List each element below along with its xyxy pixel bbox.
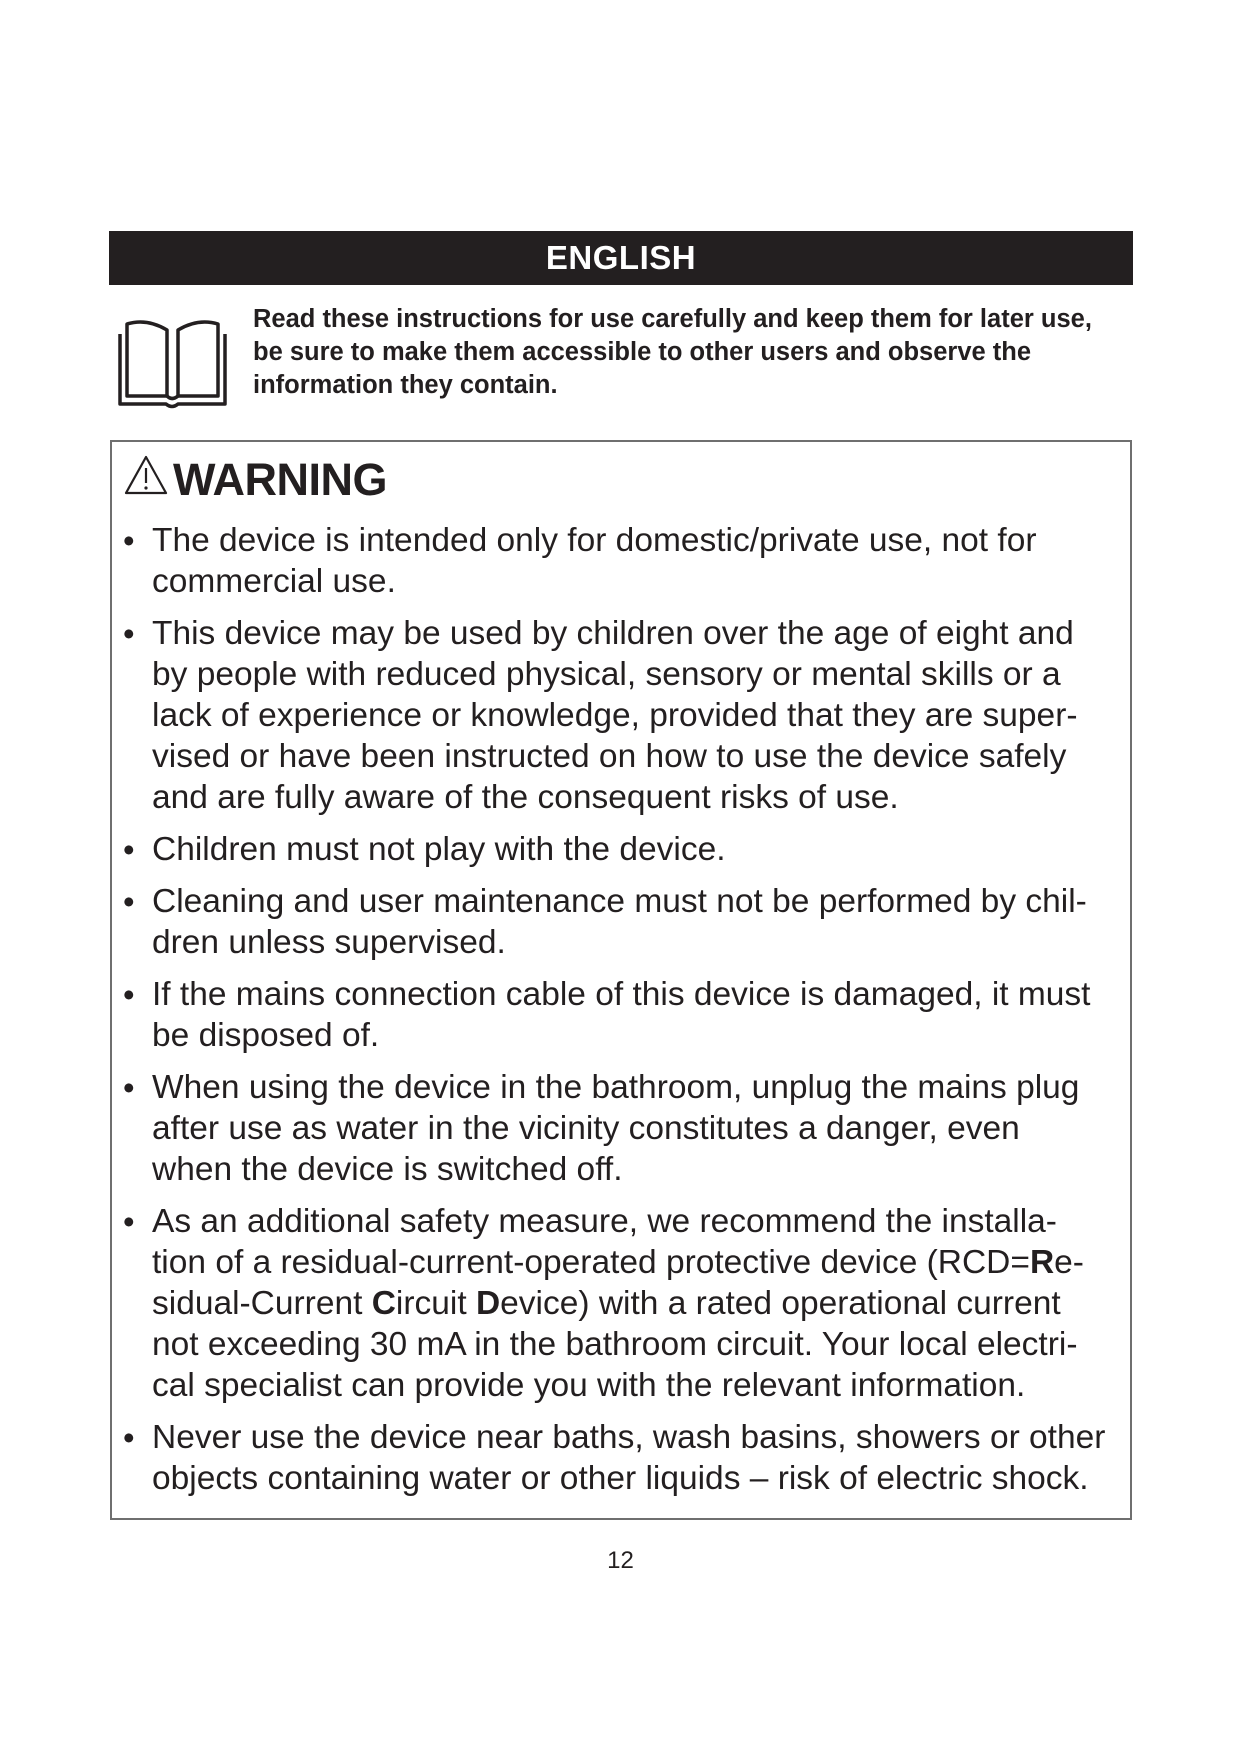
acronym-letter: R — [1029, 1244, 1055, 1281]
warning-title: WARNING — [173, 454, 387, 505]
warning-triangle-icon — [123, 454, 169, 496]
acronym-letter: C — [371, 1285, 396, 1322]
list-item — [121, 974, 1131, 1056]
book-icon — [117, 316, 228, 410]
item-line: The device is intended only for domestic/private use, not for — [152, 522, 1037, 559]
item-line: tion of a residual-current-operated protective device (RCD=Re- — [152, 1244, 1084, 1281]
bullet: • — [123, 883, 135, 920]
list-item — [121, 1067, 1131, 1190]
item-line: sidual-Current Circuit Device) with a rated operational current — [152, 1285, 1061, 1322]
list-item — [121, 881, 1131, 963]
item-line: If the mains connection cable of this device is damaged, it must — [152, 976, 1091, 1013]
item-line: by people with reduced physical, sensory or mental skills or a — [152, 656, 1061, 693]
item-line: be disposed of. — [152, 1017, 380, 1054]
item-line: when the device is switched off. — [152, 1151, 623, 1188]
language-header-bar — [109, 231, 1133, 285]
list-item — [121, 613, 1131, 818]
item-line: As an additional safety measure, we recommend the installa- — [152, 1203, 1057, 1240]
bullet: • — [123, 522, 135, 559]
item-line: When using the device in the bathroom, unplug the mains plug — [152, 1069, 1080, 1106]
list-item — [121, 1417, 1131, 1499]
list-item — [121, 829, 1131, 870]
intro-line: be sure to make them accessible to other users and observe the — [253, 338, 1032, 366]
item-line: commercial use. — [152, 563, 396, 600]
bullet: • — [123, 1069, 135, 1106]
intro-line: information they contain. — [253, 371, 558, 399]
list-item — [121, 520, 1131, 602]
item-line: objects containing water or other liquids – risk of electric shock. — [152, 1460, 1089, 1497]
language-title: ENGLISH — [545, 239, 697, 276]
acronym-letter: D — [475, 1285, 501, 1322]
item-line: not exceeding 30 mA in the bathroom circuit. Your local electri- — [152, 1326, 1078, 1363]
intro-text — [253, 303, 1123, 402]
item-line: Cleaning and user maintenance must not be performed by chil- — [152, 883, 1087, 920]
bullet: • — [123, 1203, 135, 1240]
item-line: and are fully aware of the consequent risks of use. — [152, 779, 899, 816]
item-line: after use as water in the vicinity constitutes a danger, even — [152, 1110, 1020, 1147]
item-line: cal specialist can provide you with the relevant information. — [152, 1367, 1026, 1404]
bullet: • — [123, 831, 135, 868]
intro-line: Read these instructions for use carefully and keep them for later use, — [253, 305, 1092, 333]
bullet: • — [123, 1419, 135, 1456]
warning-list — [121, 520, 1131, 1510]
item-line: vised or have been instructed on how to use the device safely — [152, 738, 1067, 775]
item-line: This device may be used by children over the age of eight and — [152, 615, 1074, 652]
bullet: • — [123, 615, 135, 652]
item-line: Children must not play with the device. — [152, 831, 726, 868]
item-line: dren unless supervised. — [152, 924, 506, 961]
list-item — [121, 1201, 1131, 1406]
item-line: lack of experience or knowledge, provided that they are super- — [152, 697, 1078, 734]
page-number: 12 — [607, 1547, 634, 1574]
item-line: Never use the device near baths, wash basins, showers or other — [152, 1419, 1106, 1456]
bullet: • — [123, 976, 135, 1013]
